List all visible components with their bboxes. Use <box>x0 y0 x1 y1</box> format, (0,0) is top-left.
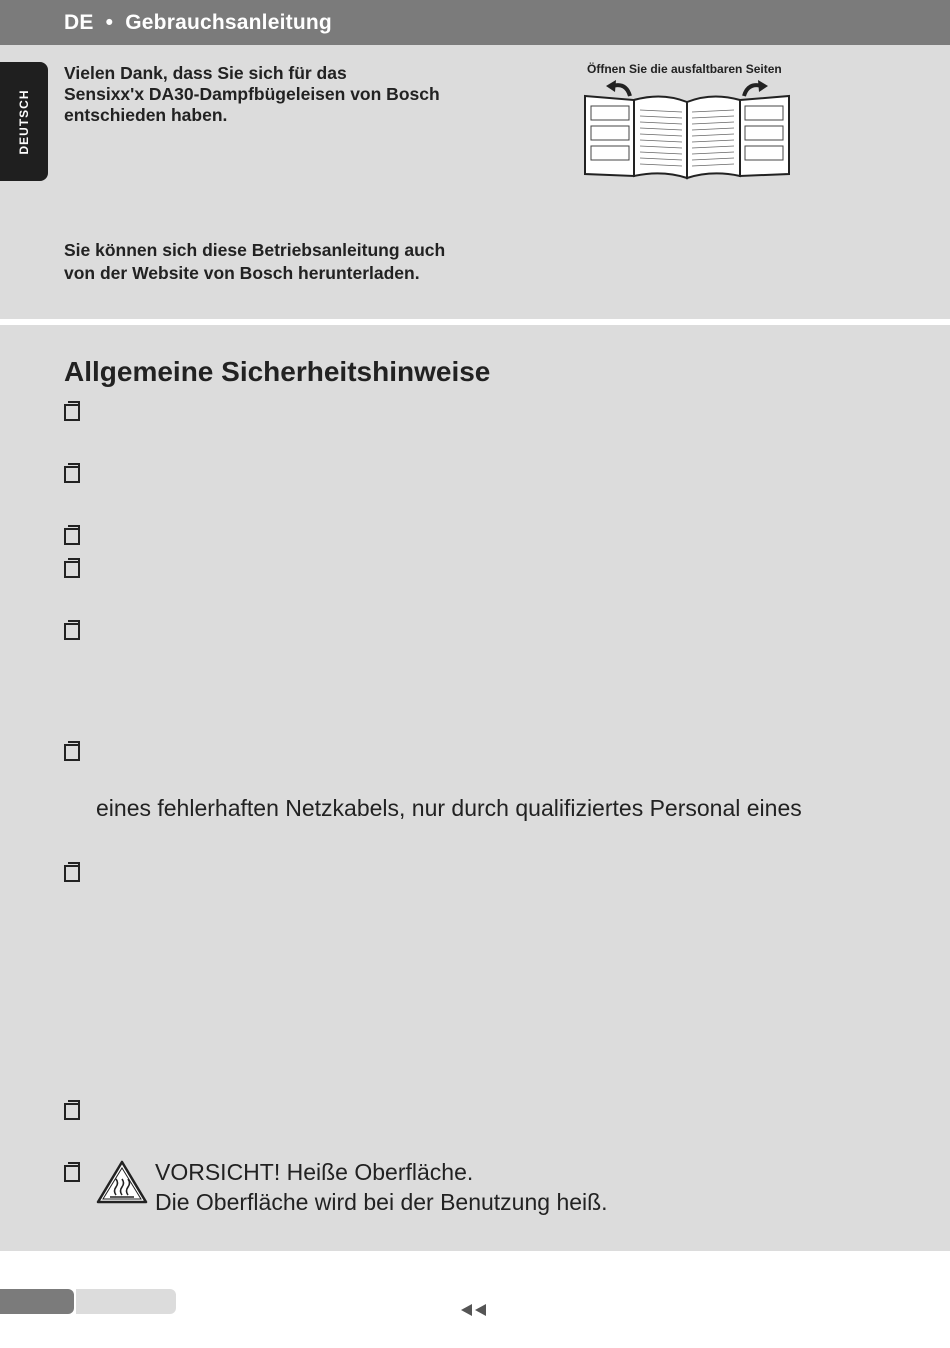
checkbox-bullet-icon <box>64 558 80 575</box>
checkbox-bullet-icon <box>64 1100 80 1117</box>
checkbox-bullet-icon <box>64 1162 80 1179</box>
fold-out-book-icon <box>582 78 792 182</box>
header-title: DE • Gebrauchsanleitung <box>64 11 332 34</box>
download-note <box>64 239 504 285</box>
fold-out-caption: Öffnen Sie die ausfaltbaren Seiten <box>587 62 782 76</box>
language-side-tab[interactable] <box>0 62 48 181</box>
checkbox-bullet-icon <box>64 463 80 480</box>
checkbox-bullet-icon <box>64 741 80 758</box>
thanks-line: Vielen Dank, dass Sie sich für das <box>64 63 347 83</box>
footer-tab-current <box>0 1289 74 1314</box>
header-bar <box>0 0 950 45</box>
download-line: Sie können sich diese Betriebsanleitung auch <box>64 240 446 260</box>
previous-page-icon[interactable] <box>460 1302 488 1318</box>
thanks-line: Sensixx'x DA30-Dampfbügeleisen von Bosch <box>64 84 440 104</box>
warning-title: VORSICHT! Heiße Oberfläche. <box>155 1159 474 1185</box>
checkbox-bullet-icon <box>64 862 80 879</box>
safety-text-line: eines fehlerhaften Netzkabels, nur durch qualifiziertes Personal eines <box>96 795 802 821</box>
hot-surface-warning <box>155 1157 608 1217</box>
warning-text: Die Oberfläche wird bei der Benutzung heiß. <box>155 1189 608 1215</box>
safety-panel <box>0 325 950 1251</box>
footer-tab <box>76 1289 176 1314</box>
thanks-line: entschieden haben. <box>64 105 228 125</box>
thanks-text <box>64 63 484 126</box>
safety-heading: Allgemeine Sicherheitshinweise <box>64 356 491 387</box>
hot-surface-warning-icon <box>96 1159 148 1205</box>
download-line: von der Website von Bosch herunterladen. <box>64 263 420 283</box>
checkbox-bullet-icon <box>64 620 80 637</box>
language-side-tab-label: DEUTSCH <box>17 89 31 155</box>
checkbox-bullet-icon <box>64 525 80 542</box>
checkbox-bullet-icon <box>64 401 80 418</box>
